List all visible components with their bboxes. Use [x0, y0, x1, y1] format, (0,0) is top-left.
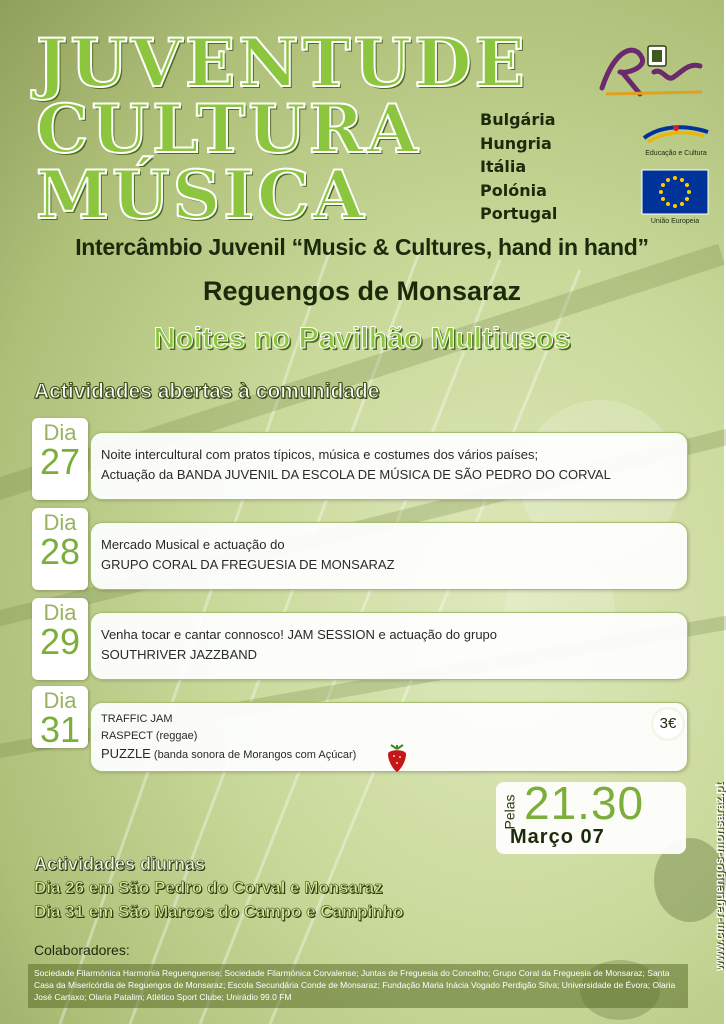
band-traffic-jam: TRAFFIC JAM	[101, 713, 173, 725]
activity-line: Actuação da BANDA JUVENIL DA ESCOLA DE MÚSICA DE SÃO PEDRO DO CORVAL	[101, 467, 611, 482]
event-month: Março 07	[510, 826, 605, 848]
event-hour: 21.30	[524, 777, 645, 829]
educacao-cultura-caption: Educação e Cultura	[645, 150, 707, 157]
day-word: Dia	[43, 688, 77, 713]
title-line-3: MÚSICA	[36, 156, 367, 234]
country-item: Polónia	[480, 180, 547, 200]
strawberry-icon	[385, 745, 409, 773]
band-raspect-name: RASPECT	[101, 730, 153, 742]
location-title: Reguengos de Monsaraz	[202, 276, 522, 306]
daytime-title: Actividades diurnas	[34, 854, 206, 874]
day-number: 29	[39, 621, 81, 662]
band-puzzle-name: PUZZLE	[101, 746, 151, 761]
day-number: 31	[39, 709, 81, 750]
activity-line: SOUTHRIVER JAZZBAND	[101, 647, 258, 662]
day-word: Dia	[43, 600, 77, 625]
title-line-1: JUVENTUDE	[36, 24, 528, 102]
daytime-line: Dia 31 em São Marcos do Campo e Campinho	[34, 902, 404, 921]
country-item: Portugal	[480, 204, 558, 223]
activity-line: Noite intercultural com pratos típicos, música e costumes dos vários países;	[101, 447, 539, 462]
day-tab-28	[32, 508, 88, 590]
website-url[interactable]: www.cm-reguengos-monsaraz.pt	[712, 782, 726, 972]
day-tab-29	[32, 598, 88, 680]
price-badge: 3€	[651, 707, 685, 741]
day-tab-27	[32, 418, 88, 500]
day-number: 27	[39, 441, 81, 482]
collaborators-text: Sociedade Filarmónica Harmonia Reguenguense; Sociedade Filarmónica Corvalense; Juntas de Freguesia do Concelho; Grupo Coral da Freguesia de Monsaraz; Santa Casa da Misericórdia de Reguengos de Monsaraz; Escola Secundária Conde de Monsaraz; Fundação Maria Inácia Vogado Perdigão Silva; Universidade de Évora; Olaria José Cartaxo; Olaria Patalim; Atlético Sport Clube; Unirádio 99.0 FM	[28, 964, 688, 1008]
band-puzzle-note: (banda sonora de Morangos com Açúcar)	[153, 749, 357, 761]
day-tab-31	[32, 686, 88, 748]
activity-box-28	[90, 522, 688, 590]
educacao-cultura-swoosh-icon	[640, 122, 712, 146]
activity-line: Mercado Musical e actuação do	[101, 537, 285, 552]
activity-box-29	[90, 612, 688, 680]
pelas-label: Pelas	[501, 794, 518, 830]
day-word: Dia	[43, 420, 77, 445]
educacao-cultura-logo	[640, 122, 712, 160]
day-number: 28	[39, 531, 81, 572]
nights-title: Noites no Pavilhão Multiusos	[153, 322, 571, 355]
title-line-2: CULTURA	[36, 90, 421, 168]
activity-box-31	[90, 702, 688, 772]
band-raspect	[101, 728, 677, 745]
eu-logo	[642, 170, 708, 228]
collaborators-label: Colaboradores:	[34, 942, 130, 958]
municipality-emblem-icon	[596, 38, 708, 100]
section-title: Actividades abertas à comunidade	[34, 380, 380, 403]
eu-flag-icon	[642, 170, 708, 214]
activity-box-27	[90, 432, 688, 500]
activity-line: GRUPO CORAL DA FREGUESIA DE MONSARAZ	[101, 557, 395, 572]
daytime-line: Dia 26 em São Pedro do Corval e Monsaraz	[34, 878, 383, 897]
exchange-title: Intercâmbio Juvenil “Music & Cultures, hand in hand”	[75, 234, 649, 260]
time-box	[496, 777, 686, 854]
eu-caption: União Europeia	[650, 218, 700, 225]
country-list	[480, 108, 557, 226]
country-item: Itália	[480, 157, 527, 176]
country-item: Hungria	[480, 133, 552, 153]
activity-line: Venha tocar e cantar connosco! JAM SESSION e actuação do grupo	[101, 627, 498, 642]
band-raspect-note: (reggae)	[155, 730, 198, 742]
municipality-logo	[596, 38, 708, 100]
day-word: Dia	[43, 510, 77, 535]
country-item: Bulgária	[480, 110, 556, 129]
